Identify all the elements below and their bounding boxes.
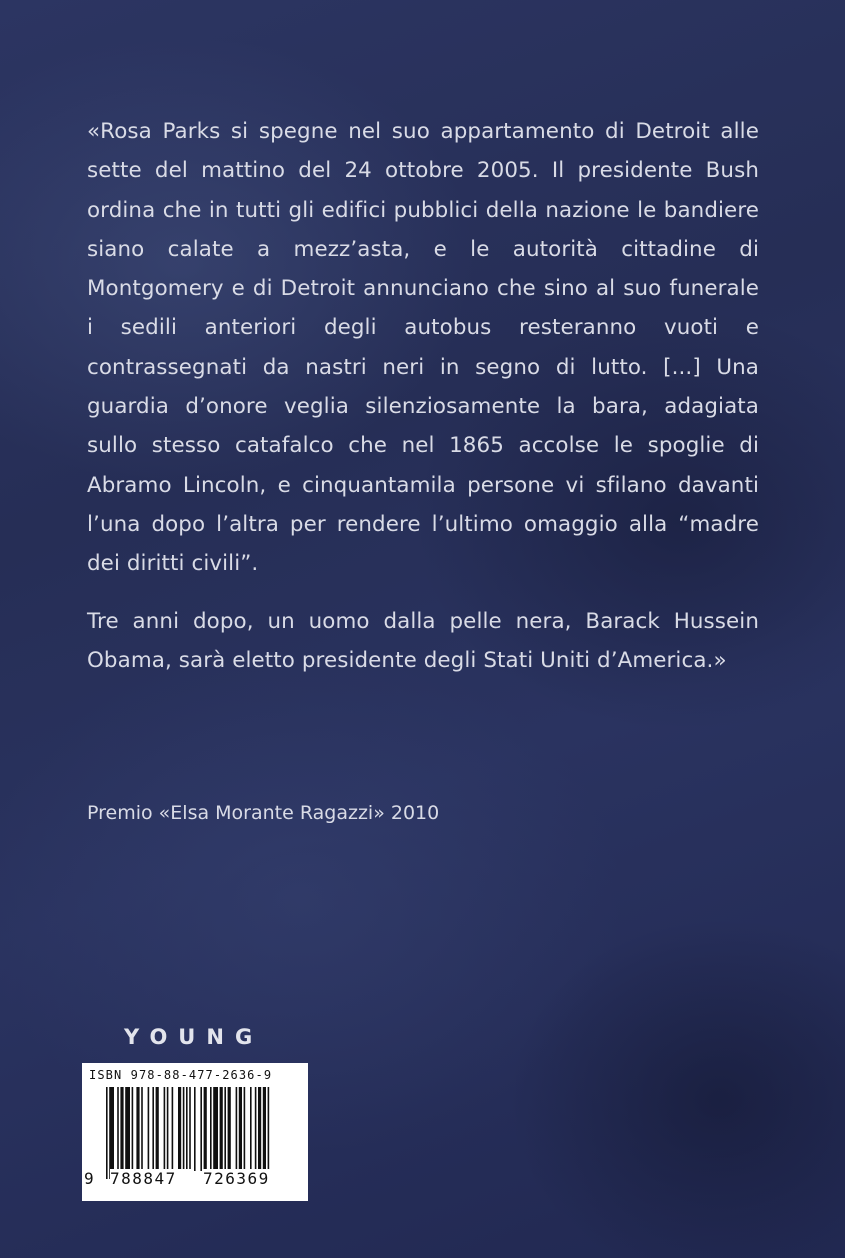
barcode-bar bbox=[250, 1087, 252, 1171]
blurb-text bbox=[87, 112, 759, 680]
barcode-bar bbox=[220, 1087, 223, 1171]
barcode-bar bbox=[244, 1087, 246, 1171]
barcode-bar bbox=[136, 1087, 139, 1171]
barcode-bar bbox=[132, 1087, 134, 1171]
ean-lead-digit: 9 bbox=[84, 1169, 94, 1188]
prize-line: Premio «Elsa Morante Ragazzi» 2010 bbox=[87, 802, 440, 824]
barcode-bar bbox=[148, 1087, 150, 1171]
imprint-logo: YOUNG bbox=[124, 1025, 264, 1049]
barcode-bar bbox=[213, 1087, 218, 1171]
barcode-bar bbox=[258, 1087, 261, 1171]
barcode-bar bbox=[200, 1087, 202, 1171]
barcode-bar bbox=[263, 1087, 266, 1179]
barcode-bar bbox=[186, 1087, 188, 1179]
barcode-bar bbox=[106, 1087, 108, 1179]
barcode-bar bbox=[236, 1087, 238, 1171]
barcode-bar bbox=[156, 1087, 159, 1171]
barcode-bar bbox=[189, 1087, 191, 1179]
isbn-label: ISBN 978-88-477-2636-9 bbox=[89, 1068, 273, 1082]
blurb-paragraph-2: Tre anni dopo, un uomo dalla pelle nera, Barack Hussein Obama, sarà eletto presidente degli Stati Uniti d’America.» bbox=[87, 608, 759, 673]
barcode-bar bbox=[164, 1087, 166, 1171]
barcode-bar bbox=[210, 1087, 212, 1171]
barcode-bar bbox=[125, 1087, 130, 1171]
barcode-bar bbox=[117, 1087, 119, 1171]
barcode-bar bbox=[194, 1087, 196, 1171]
barcode-bar bbox=[172, 1087, 174, 1171]
ean-right-digits: 726369 bbox=[203, 1169, 287, 1188]
barcode-bar bbox=[204, 1087, 207, 1171]
barcode-bar bbox=[109, 1087, 114, 1179]
barcode-bar bbox=[141, 1087, 143, 1171]
barcode-bar bbox=[228, 1087, 231, 1171]
barcode-bar bbox=[120, 1087, 123, 1171]
barcode-bar bbox=[167, 1087, 169, 1171]
barcode-bar bbox=[239, 1087, 242, 1171]
barcode-bar bbox=[255, 1087, 257, 1171]
barcode-bar bbox=[178, 1087, 181, 1171]
barcode-bar bbox=[183, 1087, 185, 1171]
blurb-paragraph-1: «Rosa Parks si spegne nel suo appartamento di Detroit alle sette del mattino del 24 ottobre 2005. Il presidente Bush ordina che in tutti gli edifici pubblici della nazione le bandiere siano calate a mezz’asta, e le autorità cittadine di Montgomery e di Detroit annunciano che sino al suo funerale i sedili anteriori degli autobus resteranno vuoti e contrassegnati da nastri neri in segno di lutto. [...] Una guardia d’onore veglia silenziosamente la bara, adagiata sullo stesso catafalco che nel 1865 accolse le spoglie di Abramo Lincoln, e cinquantamila persone vi sfilano davanti l’una dopo l’altra per rendere l’ultimo omaggio alla “madre dei diritti civili”. bbox=[87, 119, 759, 577]
barcode-bar bbox=[268, 1087, 270, 1179]
barcode-bar bbox=[224, 1087, 226, 1171]
ean-left-digits: 788847 bbox=[110, 1169, 194, 1188]
barcode-bar bbox=[152, 1087, 154, 1171]
